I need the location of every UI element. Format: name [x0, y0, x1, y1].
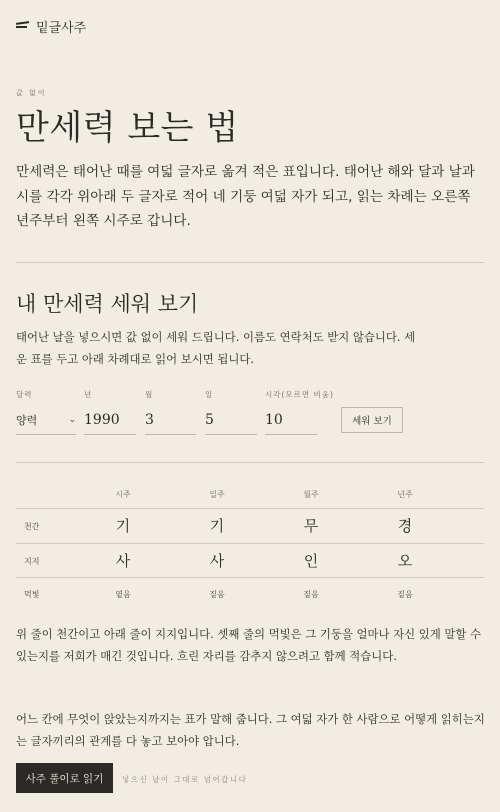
- branch-cell-month: 인: [303, 552, 319, 570]
- section-title: 내 만세력 세워 보기: [16, 292, 199, 316]
- cta-hint: 넣으신 날이 그대로 넘어갑니다: [122, 775, 248, 784]
- branch-cell-year: 오: [397, 552, 413, 570]
- calendar-select[interactable]: [16, 406, 76, 435]
- year-field-wrap: [84, 406, 136, 435]
- day-label: 일: [205, 390, 214, 399]
- table-row-line: [16, 543, 484, 544]
- month-input[interactable]: [145, 412, 196, 428]
- intro-paragraph: 만세력은 태어난 때를 여덟 글자로 옮겨 적은 표입니다. 태어난 해와 달과 날과 시를 각각 위아래 두 글자로 적어 네 기둥 여덟 자가 되고, 읽는 차례는 오른쪽 년주부터 왼쪽 시주로 갑니다.: [16, 164, 475, 229]
- hour-input[interactable]: [265, 412, 317, 428]
- table-row-line: [16, 577, 484, 578]
- day-input[interactable]: [205, 412, 257, 428]
- row-label-earthly-branch: 지지: [24, 557, 40, 566]
- read-reading-button[interactable]: 사주 풀이로 읽기: [16, 763, 113, 793]
- note-paragraph: 어느 칸에 무엇이 앉았는지까지는 표가 말해 줍니다. 그 여덟 자가 한 사람으로 어떻게 읽히는지는 글자끼리의 관계를 다 놓고 보아야 압니다.: [16, 712, 485, 748]
- eyebrow-label: 값 없이: [16, 89, 47, 97]
- note-paragraph: 위 줄이 천간이고 아래 줄이 지지입니다. 셋째 줄의 먹빛은 그 기둥을 얼마나 자신 있게 말할 수 있는지를 저희가 매긴 것입니다. 흐린 자리를 감추지 않으려고 함께 적습니다.: [16, 627, 482, 663]
- shade-cell-month: 짙음: [303, 590, 319, 599]
- shade-cell-day: 짙음: [209, 590, 225, 599]
- section-divider: [16, 262, 484, 263]
- year-input[interactable]: [84, 412, 136, 428]
- branch-cell-day: 사: [209, 552, 225, 570]
- row-label-heavenly-stem: 천간: [24, 522, 40, 531]
- section-description: 태어난 날을 넣으시면 값 없이 세워 드립니다. 이름도 연락처도 받지 않습니다. 세운 표를 두고 아래 차례대로 읽어 보시면 됩니다.: [16, 330, 416, 366]
- stem-cell-month: 무: [303, 517, 319, 535]
- shade-cell-hour: 옅음: [115, 590, 131, 599]
- table-row-line: [16, 508, 484, 509]
- stem-cell-hour: 기: [115, 517, 131, 535]
- column-header-hour: 시주: [115, 490, 131, 499]
- chevron-down-icon: ⌄: [68, 415, 76, 425]
- year-label: 년: [84, 390, 93, 399]
- hour-label: 시각(모르면 비움): [265, 390, 334, 399]
- hour-field-wrap: [265, 406, 317, 435]
- row-label-ink-shade: 먹빛: [24, 590, 40, 599]
- column-header-year: 년주: [397, 490, 413, 499]
- month-label: 월: [145, 390, 154, 399]
- page-title: 만세력 보는 법: [16, 108, 239, 148]
- day-field-wrap: [205, 406, 257, 435]
- calculate-button[interactable]: 세워 보기: [341, 407, 403, 433]
- branch-cell-hour: 사: [115, 552, 131, 570]
- stem-cell-day: 기: [209, 517, 225, 535]
- table-divider: [16, 462, 484, 463]
- column-header-day: 일주: [209, 490, 225, 499]
- column-header-month: 월주: [303, 490, 319, 499]
- calendar-select-value: 양력: [16, 414, 38, 427]
- shade-cell-year: 짙음: [397, 590, 413, 599]
- brand-name[interactable]: 밑글사주: [36, 20, 87, 36]
- calendar-label: 달력: [16, 390, 33, 399]
- month-field-wrap: [145, 406, 196, 435]
- stem-cell-year: 경: [397, 517, 413, 535]
- site-header: [16, 16, 86, 36]
- brush-logo-icon: [16, 21, 30, 31]
